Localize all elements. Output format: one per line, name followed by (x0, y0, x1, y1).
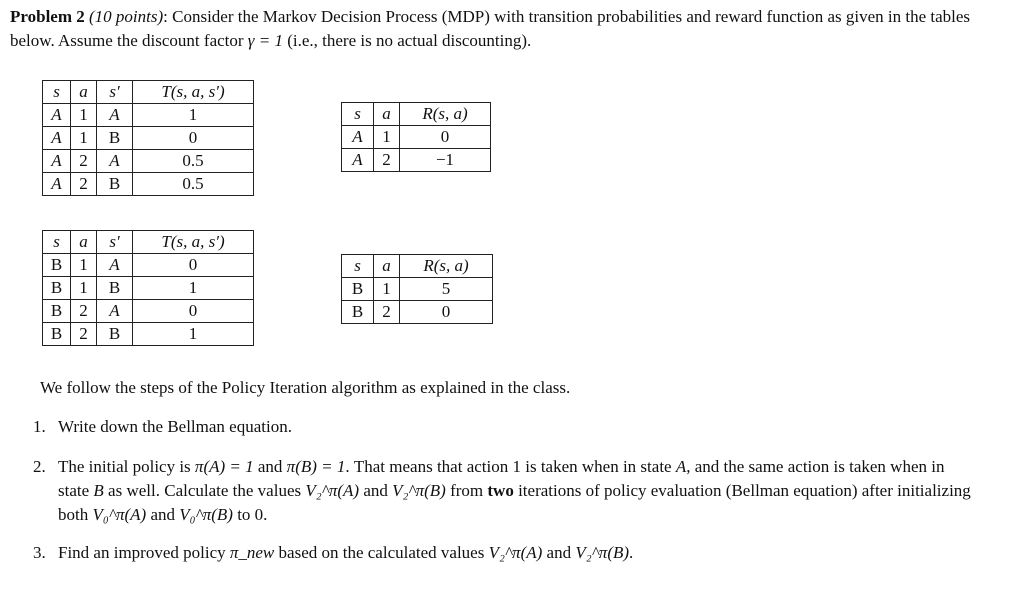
text-fragment: and (146, 505, 180, 524)
math-expression: π(A) = 1 (194, 457, 254, 476)
table-cell: 1 (374, 278, 400, 301)
math-expression: V₂^π(B) (575, 543, 630, 562)
table-cell: B (97, 173, 133, 196)
table-cell: 0.5 (133, 150, 254, 173)
table-cell: A (43, 173, 71, 196)
question-text (58, 541, 973, 565)
table-cell: 2 (71, 323, 97, 346)
table-cell: B (43, 277, 71, 300)
math-expression: V₂^π(A) (305, 481, 360, 500)
text-fragment: , and the same action is taken when in state (58, 457, 945, 500)
table-cell: −1 (400, 149, 491, 172)
table-cell: A (43, 104, 71, 127)
table-cell: 1 (133, 323, 254, 346)
transition-table-b (42, 230, 254, 346)
header-cell: R(s, a) (400, 103, 491, 126)
gamma-expression: γ = 1 (247, 31, 283, 50)
table-cell: 1 (71, 254, 97, 277)
table-row (43, 254, 254, 277)
table-cell: B (97, 323, 133, 346)
header-cell: s (342, 103, 374, 126)
table-row (43, 300, 254, 323)
math-expression: A (675, 457, 687, 476)
table-cell: 1 (71, 127, 97, 150)
math-expression: V₂^π(A) (488, 543, 543, 562)
table-header-row (342, 255, 493, 278)
table-row (342, 301, 493, 324)
table-cell: B (342, 278, 374, 301)
table-cell: A (43, 150, 71, 173)
table-row (43, 173, 254, 196)
table-header-row (43, 231, 254, 254)
text-fragment: as well. Calculate the values (103, 481, 306, 500)
text-fragment: and (542, 543, 576, 562)
table-cell: 5 (400, 278, 493, 301)
table-cell: 1 (374, 126, 400, 149)
header-cell: T(s, a, s′) (133, 231, 254, 254)
table-row (43, 277, 254, 300)
math-expression: π_new (229, 543, 275, 562)
question-number: 3. (33, 543, 46, 562)
header-cell: s′ (97, 81, 133, 104)
header-cell: s (342, 255, 374, 278)
text-fragment: Find an improved policy (58, 543, 230, 562)
table-cell: 2 (71, 300, 97, 323)
table-row (43, 104, 254, 127)
table-cell: A (97, 150, 133, 173)
table-cell: B (97, 127, 133, 150)
problem-statement (10, 5, 1010, 53)
table-row (43, 323, 254, 346)
table-cell: 2 (71, 150, 97, 173)
table-cell: A (97, 300, 133, 323)
header-cell: a (374, 255, 400, 278)
table-cell: 2 (71, 173, 97, 196)
table-cell: 1 (133, 104, 254, 127)
intro-text-a: : Consider the Markov Decision Process (MDP) with transition probabilities and reward function as given in the tables below. Assume the discount factor (10, 7, 971, 50)
table-row (342, 126, 491, 149)
text-fragment: The initial policy is (58, 457, 195, 476)
question-text (58, 455, 973, 527)
table-cell: A (43, 127, 71, 150)
header-cell: s (43, 231, 71, 254)
policy-iteration-intro: We follow the steps of the Policy Iteration algorithm as explained in the class. (40, 378, 571, 397)
intro-text-b: (i.e., there is no actual discounting). (282, 31, 532, 50)
text-fragment: and (359, 481, 393, 500)
header-cell: a (71, 81, 97, 104)
table-row (43, 150, 254, 173)
table-cell: A (342, 149, 374, 172)
question-number: 1. (33, 417, 46, 436)
transition-table-a (42, 80, 254, 196)
table-cell: 2 (374, 301, 400, 324)
header-cell: s (43, 81, 71, 104)
text-fragment: to 0. (232, 505, 268, 524)
math-expression: V₀^π(B) (179, 505, 233, 524)
math-expression: V₀^π(A) (92, 505, 147, 524)
table-cell: B (43, 300, 71, 323)
table-cell: 1 (71, 277, 97, 300)
text-fragment: and (253, 457, 287, 476)
table-cell: 0 (400, 301, 493, 324)
table-cell: 1 (133, 277, 254, 300)
table-cell: B (97, 277, 133, 300)
table-cell: 0 (133, 254, 254, 277)
table-row (43, 127, 254, 150)
table-header-row (43, 81, 254, 104)
table-cell: 1 (71, 104, 97, 127)
table-cell: B (43, 254, 71, 277)
table-cell: A (342, 126, 374, 149)
emphasis-two: two (487, 481, 514, 500)
table-cell: A (97, 104, 133, 127)
math-expression: V₂^π(B) (392, 481, 446, 500)
text-fragment: based on the calculated values (274, 543, 489, 562)
reward-table-b (341, 254, 493, 324)
header-cell: T(s, a, s′) (133, 81, 254, 104)
text-fragment: . That means that action 1 is taken when in state (345, 457, 676, 476)
table-row (342, 149, 491, 172)
table-cell: 0 (400, 126, 491, 149)
text-fragment: . (629, 543, 634, 562)
header-cell: R(s, a) (400, 255, 493, 278)
header-cell: a (71, 231, 97, 254)
header-cell: a (374, 103, 400, 126)
problem-points: (10 points) (89, 7, 164, 26)
math-expression: B (93, 481, 104, 500)
table-header-row (342, 103, 491, 126)
header-cell: s′ (97, 231, 133, 254)
table-cell: B (43, 323, 71, 346)
question-number: 2. (33, 457, 46, 476)
text-fragment: from (445, 481, 488, 500)
table-cell: 0.5 (133, 173, 254, 196)
text-fragment: iterations of policy evaluation (Bellman equation) after initializing both (58, 481, 971, 524)
table-cell: A (97, 254, 133, 277)
reward-table-a (341, 102, 491, 172)
table-row (342, 278, 493, 301)
math-expression: π(B) = 1 (286, 457, 346, 476)
question-1 (33, 415, 973, 439)
table-cell: B (342, 301, 374, 324)
problem-title: Problem 2 (10, 7, 85, 26)
question-2 (33, 455, 973, 527)
question-3 (33, 541, 973, 565)
table-cell: 2 (374, 149, 400, 172)
question-text: Write down the Bellman equation. (58, 417, 292, 436)
table-cell: 0 (133, 127, 254, 150)
table-cell: 0 (133, 300, 254, 323)
